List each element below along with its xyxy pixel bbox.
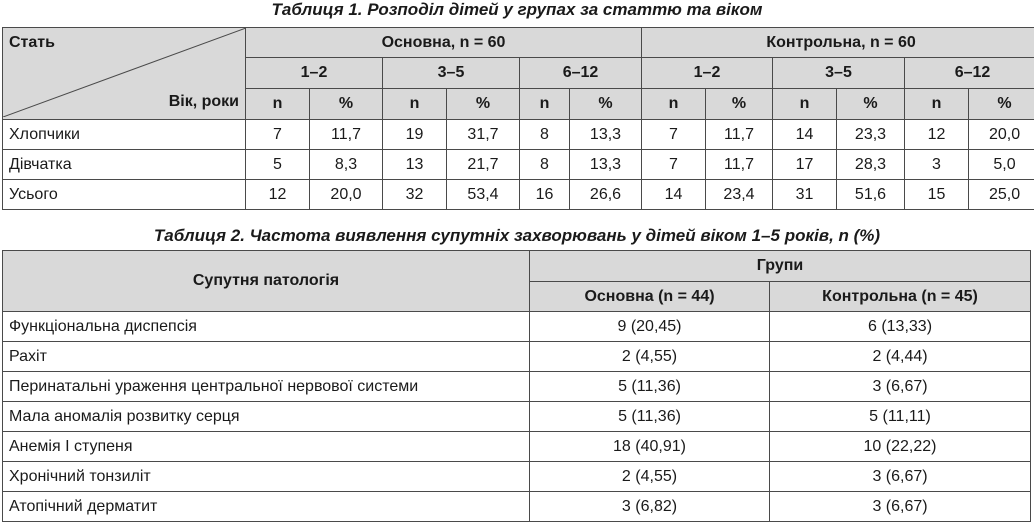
table-cell: 6 (13,33) [770, 312, 1031, 342]
table-cell: 5 [246, 150, 310, 180]
sub-header-n: n [905, 89, 969, 120]
table-cell: 5 (11,36) [530, 372, 770, 402]
table-cell: 7 [642, 120, 706, 150]
corner-header-gender: Стать [9, 34, 55, 51]
table-cell: 3 (6,67) [770, 372, 1031, 402]
age-header: 6–12 [520, 58, 642, 89]
table1-caption: Таблиця 1. Розподіл дітей у групах за статтю та віком [271, 0, 763, 19]
sub-header-n: n [520, 89, 570, 120]
table2-caption: Таблиця 2. Частота виявлення супутніх захворювань у дітей віком 1–5 років, n (%) [153, 226, 881, 245]
table-row [3, 312, 1031, 342]
table-cell: 20,0 [310, 180, 383, 210]
sub-header-pct: % [570, 89, 642, 120]
sub-header-pct: % [837, 89, 905, 120]
table-cell: 13,3 [570, 120, 642, 150]
row-label: Дівчатка [3, 150, 246, 180]
table-cell: 7 [246, 120, 310, 150]
table1-corner-header [3, 28, 246, 120]
sub-header-pct: % [447, 89, 520, 120]
table-cell: 7 [642, 150, 706, 180]
table-cell: 8 [520, 120, 570, 150]
table-cell: 5 (11,11) [770, 402, 1031, 432]
age-header: 3–5 [383, 58, 520, 89]
table-cell: 10 (22,22) [770, 432, 1031, 462]
table-row [3, 492, 1031, 522]
row-label: Атопічний дерматит [3, 492, 530, 522]
table-cell: 19 [383, 120, 447, 150]
age-header: 1–2 [246, 58, 383, 89]
sub-header-n: n [246, 89, 310, 120]
sub-header-n: n [383, 89, 447, 120]
groups-header: Групи [530, 251, 1031, 282]
table-row [3, 342, 1031, 372]
table-cell: 21,7 [447, 150, 520, 180]
table-cell: 14 [773, 120, 837, 150]
table-cell: 12 [905, 120, 969, 150]
table-cell: 13 [383, 150, 447, 180]
table-cell: 3 (6,82) [530, 492, 770, 522]
table-cell: 14 [642, 180, 706, 210]
group-header-main: Основна, n = 60 [246, 28, 642, 58]
row-label: Мала аномалія розвитку серця [3, 402, 530, 432]
table-row [3, 462, 1031, 492]
row-label: Хронічний тонзиліт [3, 462, 530, 492]
table-cell: 31 [773, 180, 837, 210]
row-label: Перинатальні ураження центральної нервової системи [3, 372, 530, 402]
table-cell: 31,7 [447, 120, 520, 150]
table-row [3, 432, 1031, 462]
table-cell: 25,0 [969, 180, 1034, 210]
main-group-header: Основна (n = 44) [530, 282, 770, 312]
sub-header-pct: % [310, 89, 383, 120]
row-label: Функціональна диспепсія [3, 312, 530, 342]
sub-header-pct: % [969, 89, 1034, 120]
table-cell: 23,3 [837, 120, 905, 150]
row-label: Усього [3, 180, 246, 210]
table-cell: 18 (40,91) [530, 432, 770, 462]
table-row [3, 180, 1034, 210]
gender-age-distribution-table [2, 27, 1034, 210]
table-cell: 51,6 [837, 180, 905, 210]
table-cell: 11,7 [706, 120, 773, 150]
pathology-header: Супутня патологія [3, 251, 530, 312]
table-cell: 2 (4,55) [530, 342, 770, 372]
table-cell: 16 [520, 180, 570, 210]
table-cell: 26,6 [570, 180, 642, 210]
age-header: 1–2 [642, 58, 773, 89]
table-cell: 53,4 [447, 180, 520, 210]
row-label: Анемія І ступеня [3, 432, 530, 462]
corner-header-age: Вік, роки [168, 93, 239, 110]
sub-header-n: n [642, 89, 706, 120]
table-cell: 17 [773, 150, 837, 180]
table-cell: 20,0 [969, 120, 1034, 150]
row-label: Хлопчики [3, 120, 246, 150]
table-cell: 3 (6,67) [770, 492, 1031, 522]
comorbidity-frequency-table [2, 250, 1031, 522]
table-cell: 11,7 [310, 120, 383, 150]
table-cell: 12 [246, 180, 310, 210]
table-cell: 32 [383, 180, 447, 210]
row-label: Рахіт [3, 342, 530, 372]
table-cell: 8,3 [310, 150, 383, 180]
table-row [3, 150, 1034, 180]
table-cell: 13,3 [570, 150, 642, 180]
table-cell: 3 [905, 150, 969, 180]
group-header-control: Контрольна, n = 60 [642, 28, 1034, 58]
table-row [3, 372, 1031, 402]
control-group-header: Контрольна (n = 45) [770, 282, 1031, 312]
table-cell: 23,4 [706, 180, 773, 210]
table-cell: 2 (4,55) [530, 462, 770, 492]
age-header: 3–5 [773, 58, 905, 89]
table-cell: 15 [905, 180, 969, 210]
table-cell: 3 (6,67) [770, 462, 1031, 492]
sub-header-pct: % [706, 89, 773, 120]
table-cell: 11,7 [706, 150, 773, 180]
table-cell: 8 [520, 150, 570, 180]
table-cell: 5,0 [969, 150, 1034, 180]
table-cell: 9 (20,45) [530, 312, 770, 342]
table-row [3, 120, 1034, 150]
age-header: 6–12 [905, 58, 1034, 89]
table-cell: 5 (11,36) [530, 402, 770, 432]
table-cell: 28,3 [837, 150, 905, 180]
sub-header-n: n [773, 89, 837, 120]
table-row [3, 402, 1031, 432]
table-cell: 2 (4,44) [770, 342, 1031, 372]
